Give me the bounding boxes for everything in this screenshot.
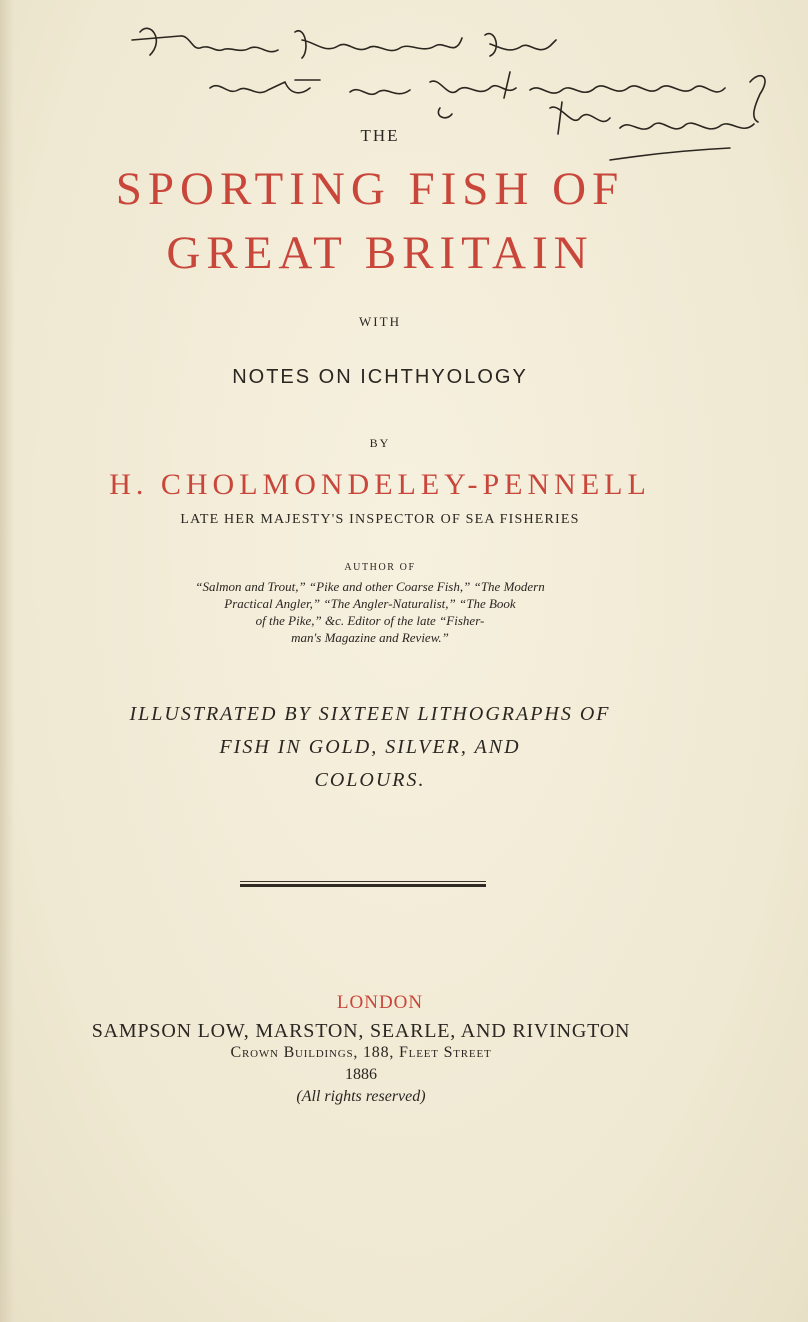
ornamental-rule: [240, 881, 486, 889]
previous-works-line: “Salmon and Trout,” “Pike and other Coarse Fish,” “The Modern: [195, 579, 545, 594]
handwritten-inscription: [110, 10, 790, 175]
previous-works-line: man's Magazine and Review.”: [291, 630, 449, 645]
title-line-2: GREAT BRITAIN: [166, 227, 594, 279]
previous-works-line: Practical Angler,” “The Angler-Naturalist,” “The Book: [224, 596, 516, 611]
illustration-note-line: FISH IN GOLD, SILVER, AND: [219, 736, 521, 758]
rule-thick-line: [240, 884, 486, 887]
author-role: LATE HER MAJESTY'S INSPECTOR OF SEA FISHERIES: [180, 512, 580, 527]
illustration-note-line: ILLUSTRATED BY SIXTEEN LITHOGRAPHS OF: [129, 703, 611, 725]
previous-works-line: of the Pike,” &c. Editor of the late “Fisher-: [255, 613, 485, 628]
with-connector: WITH: [359, 314, 401, 329]
imprint-address: Crown Buildings, 188, Fleet Street: [230, 1044, 492, 1061]
rule-thin-line: [240, 881, 486, 882]
illustration-note: [70, 698, 670, 797]
title-article: THE: [360, 126, 400, 145]
by-connector: BY: [369, 436, 391, 450]
subtitle: NOTES ON ICHTHYOLOGY: [232, 366, 528, 388]
imprint-year: 1886: [345, 1066, 377, 1083]
imprint-publisher: SAMPSON LOW, MARSTON, SEARLE, AND RIVINGTON: [91, 1020, 631, 1042]
author-of-label: AUTHOR OF: [344, 562, 416, 573]
inscription-signature-drawing: [110, 10, 790, 175]
imprint-place: LONDON: [336, 992, 424, 1013]
rights-notice: (All rights reserved): [296, 1088, 426, 1105]
author-name: H. CHOLMONDELEY-PENNELL: [109, 468, 651, 501]
illustration-note-line: COLOURS.: [314, 769, 426, 791]
previous-works: [150, 578, 590, 646]
title-line-1: SPORTING FISH OF: [115, 163, 625, 215]
